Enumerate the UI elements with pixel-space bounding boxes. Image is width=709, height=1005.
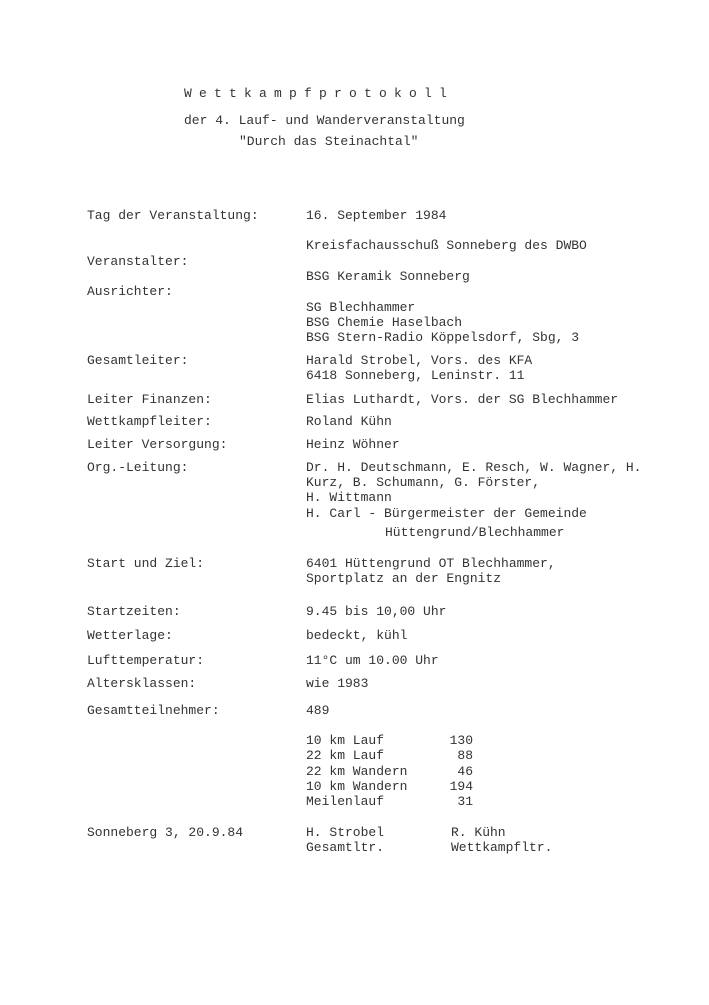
age-classes-value: wie 1983 (306, 676, 369, 691)
temperature-value: 11°C um 10.00 Uhr (306, 653, 439, 668)
director-line-2: 6418 Sonneberg, Leninstr. 11 (306, 368, 525, 383)
category-row-3: 22 km Wandern (306, 764, 408, 779)
org-line-5: Hüttengrund/Blechhammer (385, 525, 565, 540)
director-line-1: Harald Strobel, Vors. des KFA (306, 353, 533, 368)
competition-director-value: Roland Kühn (306, 414, 392, 429)
category-count-5: 31 (457, 794, 473, 809)
category-count-4: 194 (449, 779, 473, 794)
category-row-4: 10 km Wandern (306, 779, 408, 794)
competition-director-label: Wettkampfleiter: (87, 414, 212, 429)
signer-2-name: R. Kühn (451, 825, 506, 840)
category-count-1: 130 (449, 733, 473, 748)
category-count-2: 88 (457, 748, 473, 763)
category-count-3: 46 (457, 764, 473, 779)
organizer-label: Veranstalter: (87, 254, 189, 269)
age-classes-label: Altersklassen: (87, 676, 197, 691)
director-label: Gesamtleiter: (87, 353, 189, 368)
host-line-3: BSG Stern-Radio Köppelsdorf, Sbg, 3 (306, 330, 580, 345)
host-line-2: BSG Chemie Haselbach (306, 315, 463, 330)
host-line-1: SG Blechhammer (306, 300, 416, 315)
signer-1-role: Gesamtltr. (306, 840, 385, 855)
date-label: Tag der Veranstaltung: (87, 208, 259, 223)
finance-value: Elias Luthardt, Vors. der SG Blechhammer (306, 392, 619, 407)
category-row-2: 22 km Lauf (306, 748, 385, 763)
signer-1-name: H. Strobel (306, 825, 385, 840)
org-line-3: H. Wittmann (306, 490, 392, 505)
host-label: Ausrichter: (87, 284, 173, 299)
total-participants-value: 489 (306, 703, 330, 718)
org-line-2: Kurz, B. Schumann, G. Förster, (306, 475, 541, 490)
supply-label: Leiter Versorgung: (87, 437, 228, 452)
start-finish-line-2: Sportplatz an der Engnitz (306, 571, 502, 586)
organizer-line-1: Kreisfachausschuß Sonneberg des DWBO (306, 238, 587, 253)
category-row-1: 10 km Lauf (306, 733, 385, 748)
org-line-1: Dr. H. Deutschmann, E. Resch, W. Wagner, H. (306, 460, 642, 475)
category-row-5: Meilenlauf (306, 794, 385, 809)
finance-label: Leiter Finanzen: (87, 392, 212, 407)
start-times-value: 9.45 bis 10,00 Uhr (306, 604, 447, 619)
weather-label: Wetterlage: (87, 628, 173, 643)
start-finish-line-1: 6401 Hüttengrund OT Blechhammer, (306, 556, 556, 571)
org-line-4: H. Carl - Bürgermeister der Gemeinde (306, 506, 587, 521)
place-date: Sonneberg 3, 20.9.84 (87, 825, 244, 840)
org-label: Org.-Leitung: (87, 460, 189, 475)
supply-value: Heinz Wöhner (306, 437, 400, 452)
total-participants-label: Gesamtteilnehmer: (87, 703, 220, 718)
start-finish-label: Start und Ziel: (87, 556, 205, 571)
date-value: 16. September 1984 (306, 208, 447, 223)
temperature-label: Lufttemperatur: (87, 653, 205, 668)
weather-value: bedeckt, kühl (306, 628, 408, 643)
event-name: "Durch das Steinachtal" (239, 134, 419, 149)
document-title: Wettkampfprotokoll (184, 86, 455, 101)
signer-2-role: Wettkampfltr. (451, 840, 553, 855)
start-times-label: Startzeiten: (87, 604, 181, 619)
document-subtitle: der 4. Lauf- und Wanderveranstaltung (184, 113, 465, 128)
organizer-line-2: BSG Keramik Sonneberg (306, 269, 470, 284)
